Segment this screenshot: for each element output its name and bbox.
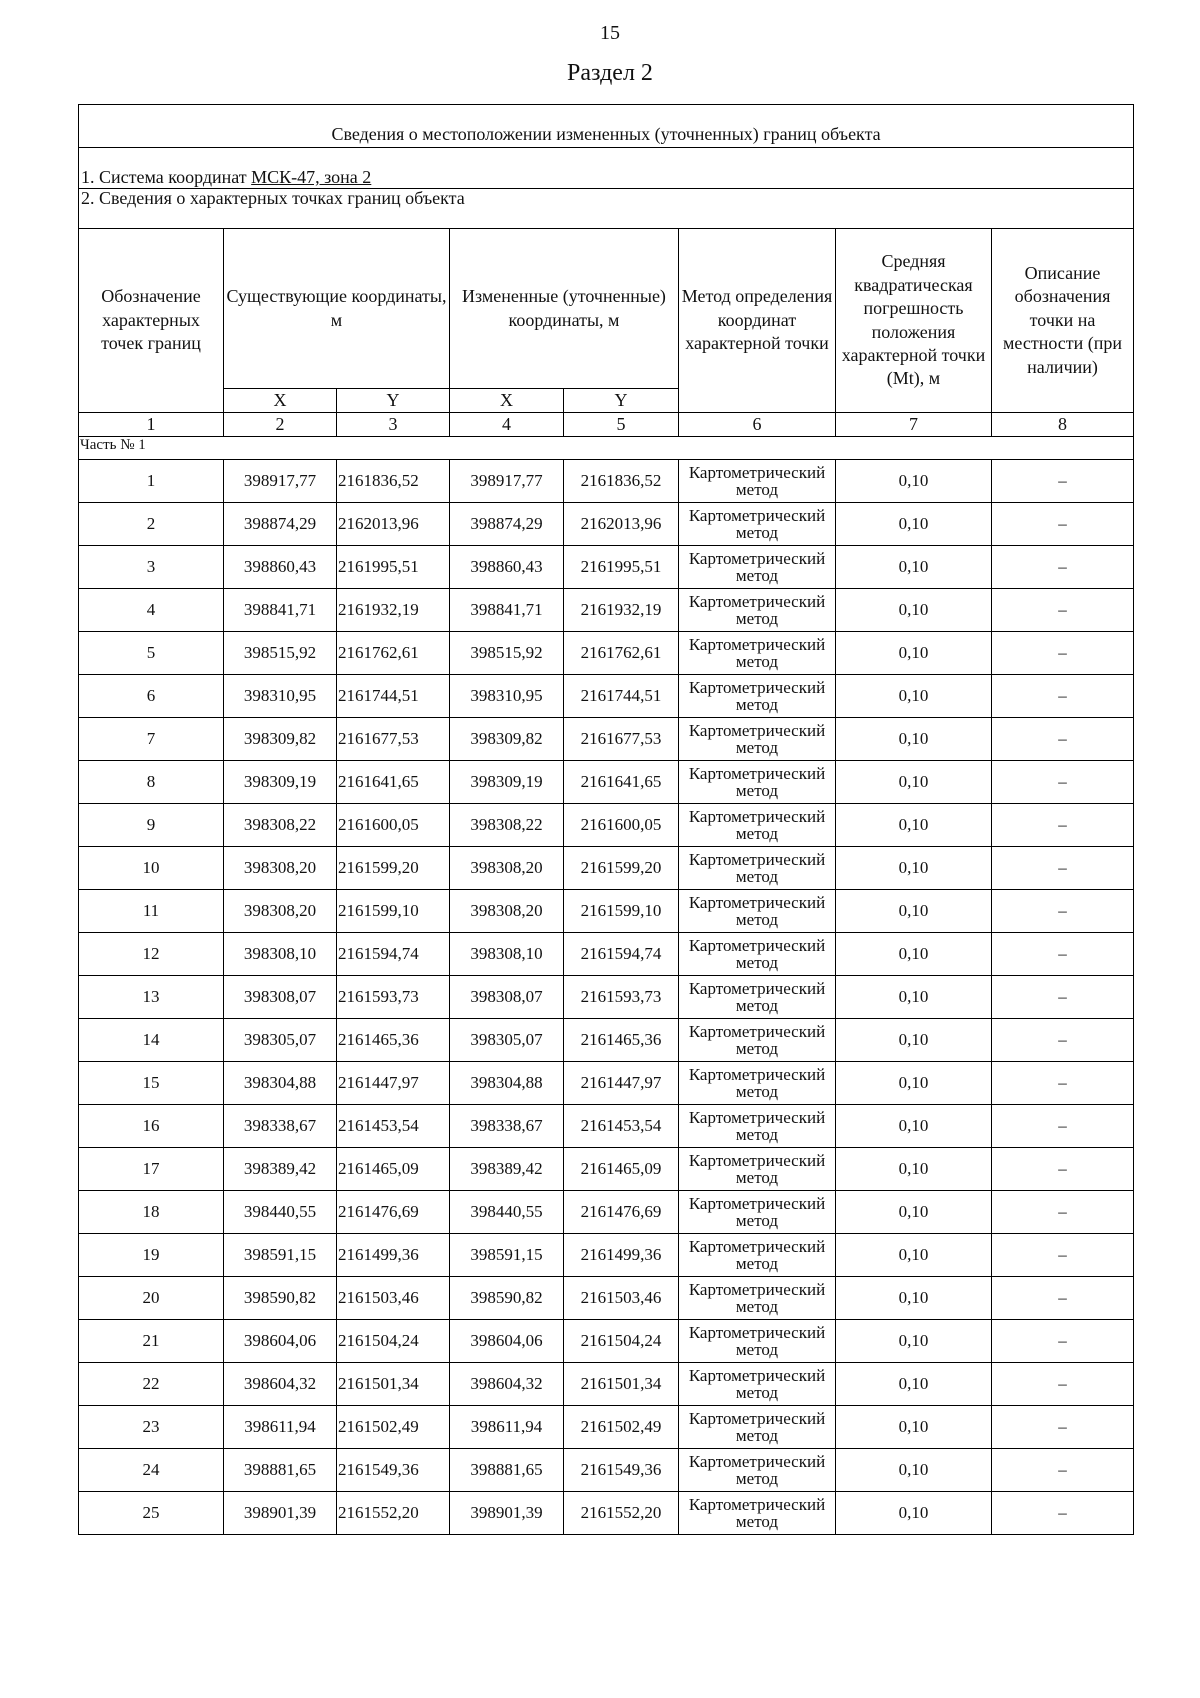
table-row xyxy=(79,546,1134,589)
point-number: 23 xyxy=(79,1406,224,1449)
header-description: Описание обозначения точки на местности (при наличии) xyxy=(992,229,1134,413)
point-number: 4 xyxy=(79,589,224,632)
table-row xyxy=(79,933,1134,976)
existing-y: 2161502,49 xyxy=(337,1406,450,1449)
changed-x: 398860,43 xyxy=(450,546,564,589)
changed-x: 398901,39 xyxy=(450,1492,564,1535)
existing-y: 2161593,73 xyxy=(337,976,450,1019)
changed-y: 2161499,36 xyxy=(564,1234,679,1277)
point-description: – xyxy=(992,1320,1134,1363)
column-number: 4 xyxy=(450,413,564,437)
existing-x: 398881,65 xyxy=(224,1449,337,1492)
method: Картометрический метод xyxy=(679,933,836,976)
changed-x: 398309,19 xyxy=(450,761,564,804)
error-value: 0,10 xyxy=(836,1363,992,1406)
coord-system-prefix: 1. Система координат xyxy=(81,167,252,188)
existing-y: 2161552,20 xyxy=(337,1492,450,1535)
coord-system-line xyxy=(79,148,1134,189)
table-row xyxy=(79,1234,1134,1277)
point-description: – xyxy=(992,589,1134,632)
method: Картометрический метод xyxy=(679,1148,836,1191)
method: Картометрический метод xyxy=(679,1062,836,1105)
error-value: 0,10 xyxy=(836,589,992,632)
header-existing-y: Y xyxy=(337,389,450,413)
existing-y: 2161465,09 xyxy=(337,1148,450,1191)
existing-y: 2161836,52 xyxy=(337,460,450,503)
point-number: 13 xyxy=(79,976,224,1019)
changed-x: 398309,82 xyxy=(450,718,564,761)
error-value: 0,10 xyxy=(836,1492,992,1535)
error-value: 0,10 xyxy=(836,718,992,761)
method: Картометрический метод xyxy=(679,503,836,546)
column-number: 5 xyxy=(564,413,679,437)
column-number: 1 xyxy=(79,413,224,437)
section-title: Раздел 2 xyxy=(567,60,653,86)
point-description: – xyxy=(992,761,1134,804)
changed-x: 398881,65 xyxy=(450,1449,564,1492)
table-row xyxy=(79,804,1134,847)
changed-x: 398304,88 xyxy=(450,1062,564,1105)
error-value: 0,10 xyxy=(836,503,992,546)
error-value: 0,10 xyxy=(836,1277,992,1320)
error-value: 0,10 xyxy=(836,847,992,890)
table-row xyxy=(79,1320,1134,1363)
existing-x: 398841,71 xyxy=(224,589,337,632)
changed-y: 2161447,97 xyxy=(564,1062,679,1105)
method: Картометрический метод xyxy=(679,1019,836,1062)
existing-x: 398304,88 xyxy=(224,1062,337,1105)
part-label: Часть № 1 xyxy=(79,437,1134,460)
existing-x: 398338,67 xyxy=(224,1105,337,1148)
error-value: 0,10 xyxy=(836,546,992,589)
method: Картометрический метод xyxy=(679,546,836,589)
changed-y: 2161502,49 xyxy=(564,1406,679,1449)
point-description: – xyxy=(992,503,1134,546)
existing-x: 398901,39 xyxy=(224,1492,337,1535)
existing-y: 2161499,36 xyxy=(337,1234,450,1277)
changed-y: 2161744,51 xyxy=(564,675,679,718)
changed-y: 2161501,34 xyxy=(564,1363,679,1406)
point-number: 14 xyxy=(79,1019,224,1062)
existing-y: 2161447,97 xyxy=(337,1062,450,1105)
point-description: – xyxy=(992,1062,1134,1105)
point-number: 15 xyxy=(79,1062,224,1105)
changed-x: 398590,82 xyxy=(450,1277,564,1320)
changed-y: 2161552,20 xyxy=(564,1492,679,1535)
table-row xyxy=(79,1148,1134,1191)
existing-x: 398309,82 xyxy=(224,718,337,761)
point-description: – xyxy=(992,1449,1134,1492)
point-number: 11 xyxy=(79,890,224,933)
point-number: 8 xyxy=(79,761,224,804)
method: Картометрический метод xyxy=(679,1406,836,1449)
point-number: 17 xyxy=(79,1148,224,1191)
method: Картометрический метод xyxy=(679,1105,836,1148)
column-number: 7 xyxy=(836,413,992,437)
error-value: 0,10 xyxy=(836,933,992,976)
changed-x: 398591,15 xyxy=(450,1234,564,1277)
existing-y: 2161762,61 xyxy=(337,632,450,675)
header-changed-y: Y xyxy=(564,389,679,413)
method: Картометрический метод xyxy=(679,804,836,847)
boundary-points-table xyxy=(78,104,1134,1535)
point-description: – xyxy=(992,1277,1134,1320)
method: Картометрический метод xyxy=(679,632,836,675)
changed-y: 2161599,20 xyxy=(564,847,679,890)
table-row xyxy=(79,890,1134,933)
point-number: 6 xyxy=(79,675,224,718)
existing-y: 2161641,65 xyxy=(337,761,450,804)
existing-y: 2162013,96 xyxy=(337,503,450,546)
existing-x: 398591,15 xyxy=(224,1234,337,1277)
method: Картометрический метод xyxy=(679,1277,836,1320)
header-method: Метод определения координат характерной точки xyxy=(679,229,836,413)
table-row xyxy=(79,675,1134,718)
existing-x: 398308,10 xyxy=(224,933,337,976)
changed-x: 398310,95 xyxy=(450,675,564,718)
table-row xyxy=(79,976,1134,1019)
header-error: Средняя квадратическая погрешность положения характерной точки (Мt), м xyxy=(836,229,992,413)
point-description: – xyxy=(992,1105,1134,1148)
method: Картометрический метод xyxy=(679,1320,836,1363)
table-row xyxy=(79,589,1134,632)
changed-y: 2161762,61 xyxy=(564,632,679,675)
method: Картометрический метод xyxy=(679,1191,836,1234)
error-value: 0,10 xyxy=(836,1191,992,1234)
method: Картометрический метод xyxy=(679,460,836,503)
table-row xyxy=(79,632,1134,675)
header-changed-x: X xyxy=(450,389,564,413)
error-value: 0,10 xyxy=(836,675,992,718)
existing-y: 2161932,19 xyxy=(337,589,450,632)
changed-x: 398308,07 xyxy=(450,976,564,1019)
changed-y: 2161476,69 xyxy=(564,1191,679,1234)
existing-x: 398309,19 xyxy=(224,761,337,804)
existing-x: 398308,22 xyxy=(224,804,337,847)
point-description: – xyxy=(992,632,1134,675)
table-row xyxy=(79,1019,1134,1062)
changed-x: 398611,94 xyxy=(450,1406,564,1449)
existing-x: 398305,07 xyxy=(224,1019,337,1062)
existing-x: 398604,06 xyxy=(224,1320,337,1363)
existing-x: 398308,20 xyxy=(224,890,337,933)
point-description: – xyxy=(992,546,1134,589)
point-number: 12 xyxy=(79,933,224,976)
method: Картометрический метод xyxy=(679,847,836,890)
point-number: 22 xyxy=(79,1363,224,1406)
coord-system-value: МСК-47, зона 2 xyxy=(251,167,372,188)
header-existing-x: X xyxy=(224,389,337,413)
existing-y: 2161504,24 xyxy=(337,1320,450,1363)
changed-x: 398338,67 xyxy=(450,1105,564,1148)
existing-y: 2161476,69 xyxy=(337,1191,450,1234)
changed-x: 398841,71 xyxy=(450,589,564,632)
point-number: 16 xyxy=(79,1105,224,1148)
point-number: 9 xyxy=(79,804,224,847)
changed-y: 2161836,52 xyxy=(564,460,679,503)
changed-y: 2161641,65 xyxy=(564,761,679,804)
table-row xyxy=(79,1492,1134,1535)
existing-x: 398611,94 xyxy=(224,1406,337,1449)
changed-x: 398308,22 xyxy=(450,804,564,847)
point-description: – xyxy=(992,804,1134,847)
existing-y: 2161600,05 xyxy=(337,804,450,847)
table-row xyxy=(79,1191,1134,1234)
existing-y: 2161594,74 xyxy=(337,933,450,976)
changed-y: 2161932,19 xyxy=(564,589,679,632)
changed-y: 2162013,96 xyxy=(564,503,679,546)
changed-y: 2161465,36 xyxy=(564,1019,679,1062)
method: Картометрический метод xyxy=(679,761,836,804)
table-row xyxy=(79,503,1134,546)
changed-y: 2161677,53 xyxy=(564,718,679,761)
point-number: 1 xyxy=(79,460,224,503)
error-value: 0,10 xyxy=(836,1234,992,1277)
changed-y: 2161594,74 xyxy=(564,933,679,976)
method: Картометрический метод xyxy=(679,1449,836,1492)
existing-y: 2161549,36 xyxy=(337,1449,450,1492)
point-number: 10 xyxy=(79,847,224,890)
error-value: 0,10 xyxy=(836,1320,992,1363)
table-row xyxy=(79,847,1134,890)
method: Картометрический метод xyxy=(679,976,836,1019)
point-description: – xyxy=(992,1019,1134,1062)
error-value: 0,10 xyxy=(836,1062,992,1105)
changed-x: 398305,07 xyxy=(450,1019,564,1062)
error-value: 0,10 xyxy=(836,460,992,503)
error-value: 0,10 xyxy=(836,1105,992,1148)
table-row xyxy=(79,1062,1134,1105)
existing-x: 398308,20 xyxy=(224,847,337,890)
method: Картометрический метод xyxy=(679,718,836,761)
point-description: – xyxy=(992,1406,1134,1449)
existing-y: 2161599,10 xyxy=(337,890,450,933)
table-row xyxy=(79,1449,1134,1492)
error-value: 0,10 xyxy=(836,1406,992,1449)
header-changed-coords: Измененные (уточненные) координаты, м xyxy=(450,229,679,389)
error-value: 0,10 xyxy=(836,804,992,847)
existing-y: 2161677,53 xyxy=(337,718,450,761)
existing-y: 2161453,54 xyxy=(337,1105,450,1148)
changed-y: 2161995,51 xyxy=(564,546,679,589)
point-number: 25 xyxy=(79,1492,224,1535)
point-description: – xyxy=(992,890,1134,933)
error-value: 0,10 xyxy=(836,761,992,804)
existing-x: 398590,82 xyxy=(224,1277,337,1320)
existing-x: 398440,55 xyxy=(224,1191,337,1234)
table-row xyxy=(79,1277,1134,1320)
existing-x: 398515,92 xyxy=(224,632,337,675)
existing-y: 2161465,36 xyxy=(337,1019,450,1062)
changed-x: 398917,77 xyxy=(450,460,564,503)
point-description: – xyxy=(992,1148,1134,1191)
method: Картометрический метод xyxy=(679,1363,836,1406)
existing-x: 398860,43 xyxy=(224,546,337,589)
existing-x: 398874,29 xyxy=(224,503,337,546)
table-row xyxy=(79,1363,1134,1406)
existing-y: 2161995,51 xyxy=(337,546,450,589)
column-number: 8 xyxy=(992,413,1134,437)
page-number: 15 xyxy=(600,22,620,44)
changed-y: 2161453,54 xyxy=(564,1105,679,1148)
table-row xyxy=(79,1406,1134,1449)
point-number: 24 xyxy=(79,1449,224,1492)
changed-x: 398308,20 xyxy=(450,890,564,933)
error-value: 0,10 xyxy=(836,976,992,1019)
changed-y: 2161593,73 xyxy=(564,976,679,1019)
changed-y: 2161503,46 xyxy=(564,1277,679,1320)
method: Картометрический метод xyxy=(679,1492,836,1535)
table-row xyxy=(79,761,1134,804)
column-number: 3 xyxy=(337,413,450,437)
point-number: 2 xyxy=(79,503,224,546)
point-description: – xyxy=(992,976,1134,1019)
existing-y: 2161503,46 xyxy=(337,1277,450,1320)
changed-y: 2161600,05 xyxy=(564,804,679,847)
changed-y: 2161465,09 xyxy=(564,1148,679,1191)
header-designation: Обозначение характерных точек границ xyxy=(79,229,224,413)
table-row xyxy=(79,718,1134,761)
method: Картометрический метод xyxy=(679,589,836,632)
header-existing-coords: Существующие координаты, м xyxy=(224,229,450,389)
column-number: 2 xyxy=(224,413,337,437)
point-number: 20 xyxy=(79,1277,224,1320)
table-title: Сведения о местоположении измененных (уточненных) границ объекта xyxy=(79,105,1134,148)
point-description: – xyxy=(992,718,1134,761)
error-value: 0,10 xyxy=(836,1449,992,1492)
points-info-line: 2. Сведения о характерных точках границ объекта xyxy=(79,189,1134,229)
point-description: – xyxy=(992,1191,1134,1234)
changed-y: 2161599,10 xyxy=(564,890,679,933)
point-number: 18 xyxy=(79,1191,224,1234)
existing-x: 398308,07 xyxy=(224,976,337,1019)
table-row xyxy=(79,1105,1134,1148)
error-value: 0,10 xyxy=(836,1148,992,1191)
changed-x: 398515,92 xyxy=(450,632,564,675)
changed-y: 2161504,24 xyxy=(564,1320,679,1363)
existing-x: 398310,95 xyxy=(224,675,337,718)
existing-x: 398604,32 xyxy=(224,1363,337,1406)
method: Картометрический метод xyxy=(679,675,836,718)
method: Картометрический метод xyxy=(679,1234,836,1277)
table-row xyxy=(79,460,1134,503)
existing-x: 398917,77 xyxy=(224,460,337,503)
existing-y: 2161501,34 xyxy=(337,1363,450,1406)
changed-x: 398389,42 xyxy=(450,1148,564,1191)
changed-x: 398308,20 xyxy=(450,847,564,890)
point-number: 3 xyxy=(79,546,224,589)
error-value: 0,10 xyxy=(836,1019,992,1062)
existing-x: 398389,42 xyxy=(224,1148,337,1191)
point-description: – xyxy=(992,933,1134,976)
point-description: – xyxy=(992,1234,1134,1277)
method: Картометрический метод xyxy=(679,890,836,933)
column-number: 6 xyxy=(679,413,836,437)
point-description: – xyxy=(992,847,1134,890)
existing-y: 2161744,51 xyxy=(337,675,450,718)
changed-x: 398308,10 xyxy=(450,933,564,976)
changed-x: 398440,55 xyxy=(450,1191,564,1234)
point-number: 19 xyxy=(79,1234,224,1277)
point-number: 21 xyxy=(79,1320,224,1363)
error-value: 0,10 xyxy=(836,632,992,675)
point-description: – xyxy=(992,675,1134,718)
changed-y: 2161549,36 xyxy=(564,1449,679,1492)
point-description: – xyxy=(992,1492,1134,1535)
point-description: – xyxy=(992,460,1134,503)
changed-x: 398604,32 xyxy=(450,1363,564,1406)
changed-x: 398604,06 xyxy=(450,1320,564,1363)
point-number: 5 xyxy=(79,632,224,675)
error-value: 0,10 xyxy=(836,890,992,933)
point-description: – xyxy=(992,1363,1134,1406)
point-number: 7 xyxy=(79,718,224,761)
changed-x: 398874,29 xyxy=(450,503,564,546)
existing-y: 2161599,20 xyxy=(337,847,450,890)
